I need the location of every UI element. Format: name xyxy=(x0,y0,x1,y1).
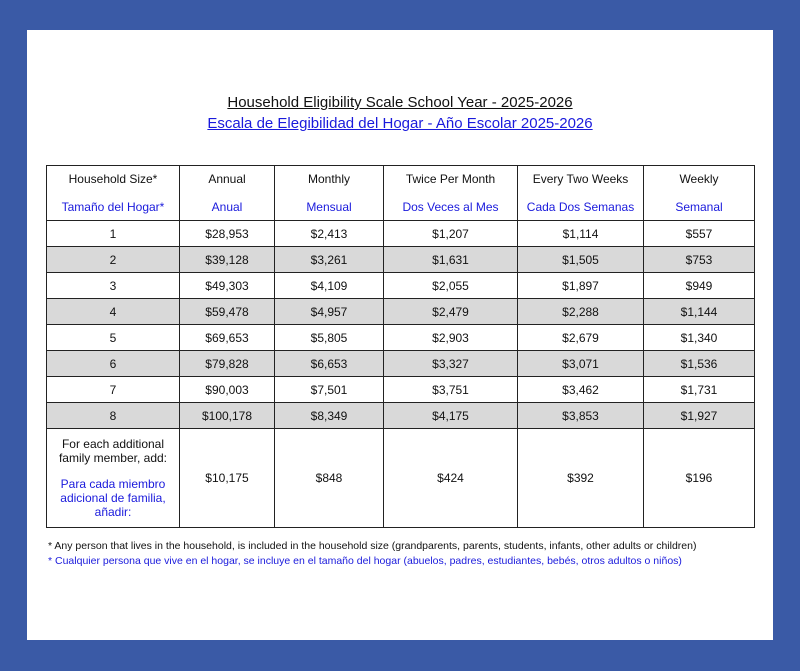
annual-cell: $39,128 xyxy=(180,247,275,273)
every-two-weeks-cell: $3,462 xyxy=(518,377,644,403)
household-size-cell: 2 xyxy=(47,247,180,273)
additional-weekly-cell: $196 xyxy=(644,429,755,528)
footnote-spanish: * Cualquier persona que vive en el hogar, se incluye en el tamaño del hogar (abuelos, padres, estudiantes, bebés, otros adultos o niños) xyxy=(48,555,682,567)
weekly-cell: $557 xyxy=(644,221,755,247)
twice-per-month-cell: $4,175 xyxy=(384,403,518,429)
twice-per-month-cell: $3,751 xyxy=(384,377,518,403)
table-row xyxy=(47,325,755,351)
annual-cell: $49,303 xyxy=(180,273,275,299)
twice-per-month-cell: $3,327 xyxy=(384,351,518,377)
twice-per-month-cell: $1,207 xyxy=(384,221,518,247)
every-two-weeks-cell: $1,114 xyxy=(518,221,644,247)
additional-twice-per-month-cell: $424 xyxy=(384,429,518,528)
additional-member-label: For each additional family member, add: Para cada miembro adicional de familia, añadir: xyxy=(47,429,180,528)
every-two-weeks-cell: $3,071 xyxy=(518,351,644,377)
every-two-weeks-cell: $2,679 xyxy=(518,325,644,351)
monthly-cell: $4,957 xyxy=(275,299,384,325)
annual-cell: $69,653 xyxy=(180,325,275,351)
twice-per-month-cell: $1,631 xyxy=(384,247,518,273)
twice-per-month-cell: $2,055 xyxy=(384,273,518,299)
table-row xyxy=(47,221,755,247)
weekly-cell: $1,144 xyxy=(644,299,755,325)
weekly-cell: $949 xyxy=(644,273,755,299)
every-two-weeks-cell: $1,897 xyxy=(518,273,644,299)
monthly-cell: $3,261 xyxy=(275,247,384,273)
annual-cell: $79,828 xyxy=(180,351,275,377)
annual-cell: $100,178 xyxy=(180,403,275,429)
weekly-cell: $1,731 xyxy=(644,377,755,403)
weekly-cell: $753 xyxy=(644,247,755,273)
every-two-weeks-cell: $3,853 xyxy=(518,403,644,429)
table-row xyxy=(47,247,755,273)
eligibility-table xyxy=(46,165,755,528)
weekly-cell: $1,927 xyxy=(644,403,755,429)
additional-annual-cell: $10,175 xyxy=(180,429,275,528)
household-size-cell: 5 xyxy=(47,325,180,351)
monthly-cell: $5,805 xyxy=(275,325,384,351)
household-size-cell: 4 xyxy=(47,299,180,325)
household-size-cell: 6 xyxy=(47,351,180,377)
header-household-size: Household Size* Tamaño del Hogar* xyxy=(47,166,180,221)
additional-every-two-weeks-cell: $392 xyxy=(518,429,644,528)
monthly-cell: $7,501 xyxy=(275,377,384,403)
household-size-cell: 7 xyxy=(47,377,180,403)
title-english: Household Eligibility Scale School Year - 2025-2026 xyxy=(227,94,573,111)
header-every-two-weeks: Every Two Weeks Cada Dos Semanas xyxy=(518,166,644,221)
annual-cell: $59,478 xyxy=(180,299,275,325)
annual-cell: $28,953 xyxy=(180,221,275,247)
monthly-cell: $2,413 xyxy=(275,221,384,247)
household-size-cell: 8 xyxy=(47,403,180,429)
header-weekly: Weekly Semanal xyxy=(644,166,755,221)
table-row xyxy=(47,299,755,325)
monthly-cell: $8,349 xyxy=(275,403,384,429)
header-row xyxy=(47,166,755,221)
footnote-english: * Any person that lives in the household, is included in the household size (grandparents, parents, students, infants, other adults or children) xyxy=(48,540,697,552)
additional-member-row xyxy=(47,429,755,528)
household-size-cell: 1 xyxy=(47,221,180,247)
additional-monthly-cell: $848 xyxy=(275,429,384,528)
twice-per-month-cell: $2,903 xyxy=(384,325,518,351)
table-row xyxy=(47,351,755,377)
header-twice-per-month: Twice Per Month Dos Veces al Mes xyxy=(384,166,518,221)
header-annual: Annual Anual xyxy=(180,166,275,221)
weekly-cell: $1,340 xyxy=(644,325,755,351)
table-row xyxy=(47,403,755,429)
twice-per-month-cell: $2,479 xyxy=(384,299,518,325)
header-monthly: Monthly Mensual xyxy=(275,166,384,221)
document-page xyxy=(27,30,773,640)
weekly-cell: $1,536 xyxy=(644,351,755,377)
title-spanish: Escala de Elegibilidad del Hogar - Año Escolar 2025-2026 xyxy=(207,115,593,132)
monthly-cell: $4,109 xyxy=(275,273,384,299)
annual-cell: $90,003 xyxy=(180,377,275,403)
table-row xyxy=(47,377,755,403)
monthly-cell: $6,653 xyxy=(275,351,384,377)
table-row xyxy=(47,273,755,299)
household-size-cell: 3 xyxy=(47,273,180,299)
every-two-weeks-cell: $2,288 xyxy=(518,299,644,325)
every-two-weeks-cell: $1,505 xyxy=(518,247,644,273)
